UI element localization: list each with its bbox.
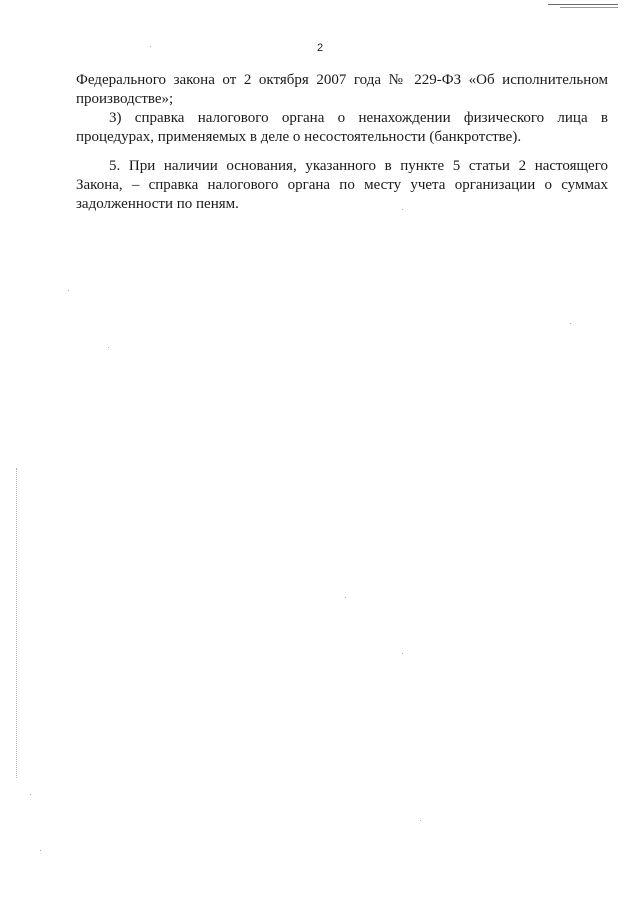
scan-speck — [345, 597, 346, 598]
paragraph-continuation: Федерального закона от 2 октября 2007 года № 229-ФЗ «Об исполнительном производстве»; — [76, 72, 608, 107]
page-number: 2 — [316, 42, 324, 54]
scan-speck — [402, 209, 403, 210]
scan-speck — [40, 850, 41, 851]
scan-speck — [68, 290, 69, 291]
paragraph-item-5: 5. При наличии основания, указанного в пункте 5 статьи 2 настоящего Закона, – справка налогового органа по месту учета организации о суммах задолженности по пеням. — [76, 158, 608, 212]
scan-speck — [150, 46, 151, 47]
scan-speck — [420, 820, 421, 821]
scan-margin-artifact — [16, 468, 17, 778]
scan-speck — [108, 347, 109, 348]
scan-speck — [570, 323, 571, 324]
scan-speck — [30, 794, 31, 795]
scan-speck — [402, 653, 403, 654]
paragraph-item-3: 3) справка налогового органа о ненахождении физического лица в процедурах, применяемых в деле о несостоятельности (банкротстве). — [76, 110, 608, 145]
scan-corner-line — [548, 4, 618, 5]
scan-corner-line — [560, 7, 618, 8]
